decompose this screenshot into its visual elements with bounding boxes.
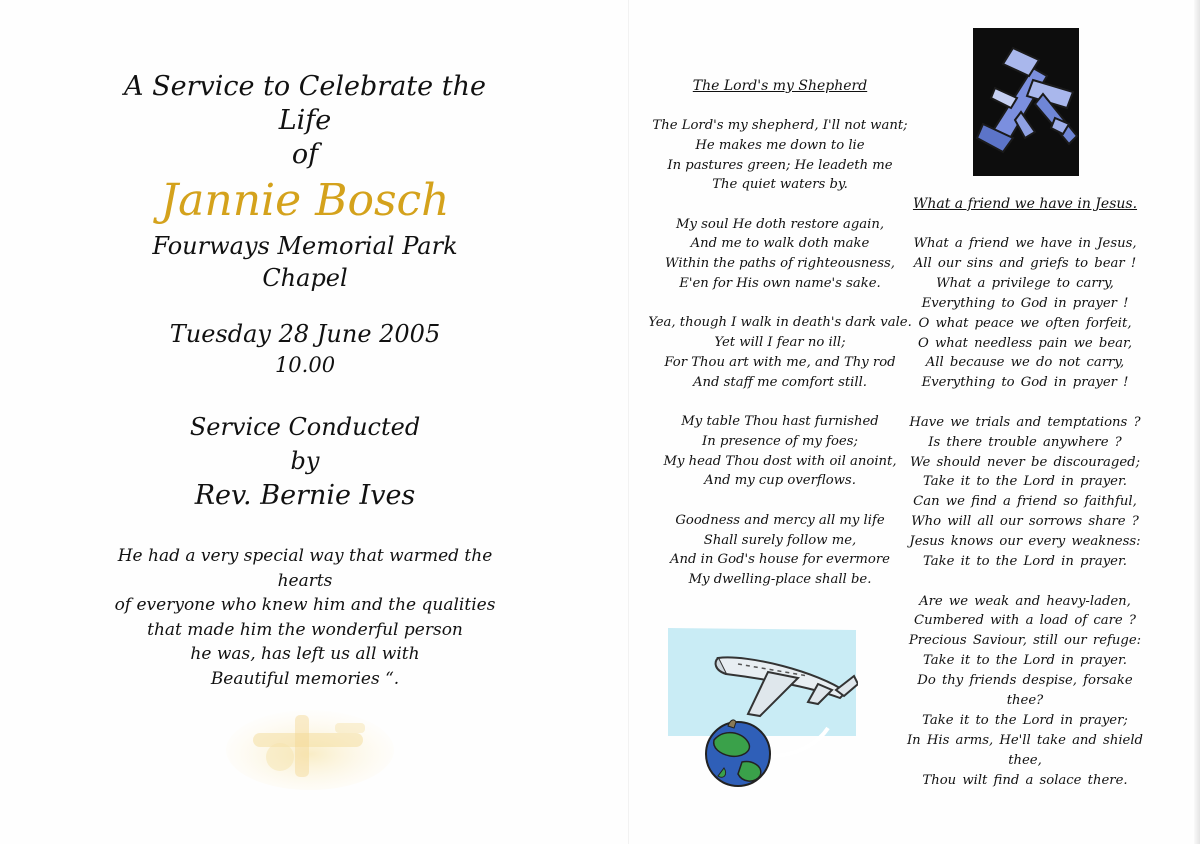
hymn-stanza <box>640 116 920 195</box>
hymn-line: Goodness and mercy all my life <box>675 512 885 528</box>
hymn-stanza <box>640 412 920 491</box>
conducted-label: Service Conducted <box>189 413 421 441</box>
hymn-title: The Lord's my Shepherd <box>692 78 868 94</box>
hymn-line: He makes me down to lie <box>695 137 865 153</box>
hymn-line: Can we find a friend so faithful, <box>913 494 1137 510</box>
hymn-line: Jesus knows our every weakness: <box>909 534 1141 550</box>
tribute-line: He had a very special way that warmed the hearts <box>117 546 493 591</box>
hymn-line: My head Thou dost with oil anoint, <box>663 453 897 469</box>
hymn-title: What a friend we have in Jesus. <box>912 196 1138 212</box>
service-title: A Service to Celebrate the Life <box>124 71 486 136</box>
hymn-line: Is there trouble anywhere ? <box>928 434 1122 450</box>
hymn-line: And me to walk doth make <box>690 236 870 252</box>
hymn-stanza <box>640 511 920 590</box>
hymn-line: E'en for His own name's sake. <box>679 276 881 292</box>
hymn-line: All because we do not carry, <box>925 355 1125 371</box>
hymn-line: Everything to God in prayer ! <box>921 295 1129 311</box>
hymn-line: And my cup overflows. <box>704 473 856 489</box>
hymn-stanza <box>640 313 920 392</box>
cover-panel <box>100 70 510 514</box>
hymn-line: We should never be discouraged; <box>909 454 1141 470</box>
faded-aircraft-watermark <box>225 705 395 790</box>
hymn-line: thee, <box>1008 752 1042 768</box>
service-date: Tuesday 28 June 2005 <box>169 320 441 348</box>
hymn-line: The quiet waters by. <box>712 177 848 193</box>
hymn-line: Shall surely follow me, <box>703 532 857 548</box>
hymn-line: In pastures green; He leadeth me <box>667 157 893 173</box>
tribute-line: that made him the wonderful person <box>147 619 463 640</box>
hymn-line: Yet will I fear no ill; <box>714 335 846 351</box>
tribute-line: of everyone who knew him and the qualities <box>114 595 496 615</box>
tribute-text <box>100 544 510 691</box>
hymn-line: And in God's house for evermore <box>670 552 890 568</box>
hymn-line: Everything to God in prayer ! <box>921 375 1129 391</box>
hymn-line: In presence of my foes; <box>702 433 858 449</box>
plane-globe-clipart <box>668 628 858 790</box>
tribute-line: he was, has left us all with <box>190 644 420 664</box>
conducted-by: by <box>290 447 320 475</box>
hymn-line: What a privilege to carry, <box>936 275 1114 291</box>
hymn-line: Precious Saviour, still our refuge: <box>908 633 1142 649</box>
hymn-line: The Lord's my shepherd, I'll not want; <box>652 118 908 133</box>
hymn-stanza <box>900 234 1150 393</box>
hymn-line: Cumbered with a load of care ? <box>914 613 1136 629</box>
hymn-line: And staff me comfort still. <box>693 374 867 390</box>
hymn-line: My soul He doth restore again, <box>675 216 885 232</box>
hymn-line: Do thy friends despise, forsake thee? <box>917 673 1133 709</box>
hymn-line: Take it to the Lord in prayer. <box>923 554 1127 570</box>
hymn-stanza <box>900 592 1150 791</box>
hymn-line: Are we weak and heavy-laden, <box>919 593 1131 609</box>
hymn-lords-shepherd <box>640 76 920 609</box>
hymn-line: Thou wilt find a solace there. <box>922 772 1128 788</box>
hymn-line: My dwelling-place shall be. <box>688 572 872 588</box>
hymn-line: All our sins and griefs to bear ! <box>913 255 1137 271</box>
hymn-line: Take it to the Lord in prayer. <box>923 474 1127 490</box>
hymn-line: O what needless pain we bear, <box>917 335 1133 351</box>
venue-line-1: Fourways Memorial Park <box>152 232 458 260</box>
hymn-line: Within the paths of righteousness, <box>665 256 895 272</box>
hymn-line: In His arms, He'll take and shield <box>906 732 1144 748</box>
venue-line-2: Chapel <box>262 264 348 292</box>
paper-edge <box>1194 0 1200 844</box>
minister-name: Rev. Bernie Ives <box>194 480 416 511</box>
globe <box>706 720 770 786</box>
hymn-line: My table Thou hast furnished <box>681 414 879 430</box>
tribute-line: Beautiful memories “. <box>210 668 400 689</box>
deceased-name: Jannie Bosch <box>160 175 450 226</box>
service-time: 10.00 <box>274 353 336 377</box>
service-title-of: of <box>291 139 319 170</box>
hymn-stanza <box>640 215 920 294</box>
hymn-what-a-friend <box>900 194 1150 810</box>
hymn-line: Have we trials and temptations ? <box>909 414 1141 430</box>
hymn-line: Yea, though I walk in death's dark vale. <box>648 315 912 331</box>
page-fold <box>628 0 629 844</box>
fighter-jet-clipart <box>973 28 1079 176</box>
hymn-line: Who will all our sorrows share ? <box>911 514 1139 530</box>
hymn-line: For Thou art with me, and Thy rod <box>664 354 896 370</box>
hymn-stanza <box>900 413 1150 572</box>
hymn-line: O what peace we often forfeit, <box>918 315 1132 331</box>
hymn-line: What a friend we have in Jesus, <box>913 236 1137 251</box>
hymn-line: Take it to the Lord in prayer. <box>923 653 1127 669</box>
hymn-line: Take it to the Lord in prayer; <box>922 712 1128 728</box>
